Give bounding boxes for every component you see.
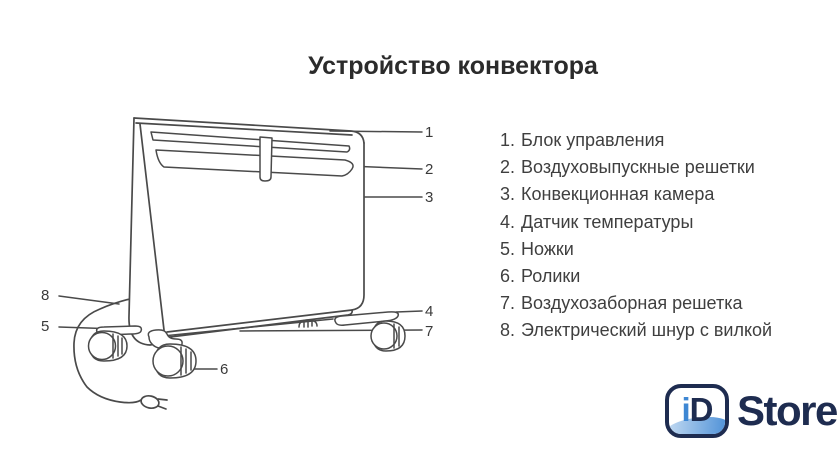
control-clip [260,137,272,181]
legend-item-label: Воздухозаборная решетка [521,293,743,314]
callout-line-4 [396,311,422,312]
legend-item-number: 3. [500,184,516,205]
callout-number-2: 2 [425,161,434,178]
legend-item-label: Электрический шнур с вилкой [521,320,773,341]
legend-item-label: Воздуховыпускные решетки [521,157,755,178]
roller-left-wheel [89,333,116,360]
legend-item-number: 5. [500,238,516,259]
callout-number-4: 4 [425,303,434,320]
callout-number-5: 5 [41,318,50,335]
legend-item-intake-grille [500,290,772,317]
air-outlet-grilles [151,132,353,181]
rear-roller [299,320,317,327]
callout-number-6: 6 [220,361,229,378]
legend-item-number: 8. [500,320,516,341]
page-title: Устройство конвектора [308,52,598,80]
callout-number-3: 3 [425,189,434,206]
callout-number-7: 7 [425,323,434,340]
grille-slat-upper [151,132,350,152]
legend-item-number: 6. [500,265,516,286]
roller-center-wheel [153,346,183,376]
legend-item-outlet-grilles [500,154,772,181]
legend-item-temperature-sensor [500,209,772,236]
legend-item-number: 2. [500,157,516,178]
legend [500,127,772,345]
legend-item-legs [500,236,772,263]
grille-slat-lower [156,150,353,176]
legend-item-number: 7. [500,293,516,314]
callout-number-8: 8 [41,287,50,304]
convector-body [129,118,364,345]
idstore-badge-icon [665,384,729,438]
legend-item-power-cord [500,317,772,344]
legend-item-control-unit [500,127,772,154]
body-side-silhouette [129,118,163,345]
store-wordmark: Store [737,387,837,434]
legend-item-label: Конвекционная камера [521,184,715,205]
legend-item-convection-chamber [500,181,772,208]
legend-item-label: Датчик температуры [521,211,694,232]
legend-item-rollers [500,263,772,290]
callout-line-8 [59,296,119,304]
plug-icon [140,394,160,409]
badge-letter-i: i [681,390,690,428]
badge-letter-d: D [689,390,713,428]
legend-item-label: Ролики [521,265,581,286]
roller-right-wheel [371,323,397,349]
legend-item-number: 1. [500,130,516,150]
callout-number-1: 1 [425,124,434,141]
legend-item-label: Блок управления [521,130,665,150]
legend-item-number: 4. [500,211,516,232]
badge-letters [669,388,725,434]
legend-item-label: Ножки [521,238,574,259]
idstore-logo [665,384,837,438]
